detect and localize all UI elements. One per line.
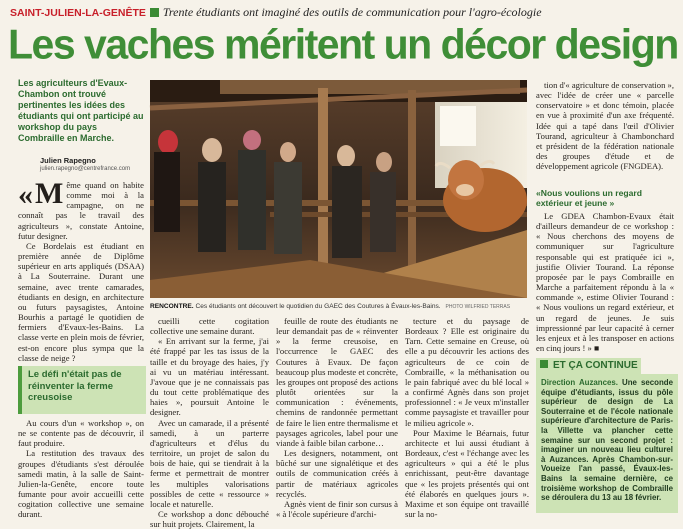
aside-tab: [536, 358, 641, 374]
article-column-2: [150, 316, 269, 529]
article-paragraph: Les designers, notamment, ont bûché sur une signalétique et des outils de communication créés à partir de matériaux agricoles recyclés.: [276, 448, 398, 499]
article-paragraph: « M ême quand on habite comme moi à la campagne, on ne connaît pas le travail des agriculteurs », constate Antoine, futur designer.: [18, 177, 144, 241]
aside-title: ET ÇA CONTINUE: [553, 360, 638, 371]
article-column-4: [405, 316, 529, 519]
aside-body: Une seconde équipe d'étudiants, issus du pôle supérieur de design de La Souterraine et de l'école nationale supérieure d'architecture de Paris-la Villette va plancher cette semaine sur un second projet : imaginer un nouveau lieu culturel à Auzances. Après Chambon-sur-Voueize l'an passé, Évaux-les-Bains la semaine dernière, ce troisième workshop de Combraille se déroulera du 13 au 18 février.: [541, 378, 673, 503]
author-name: Julien Rapegno: [40, 156, 96, 165]
article-paragraph: Ce workshop a donc débouché sur huit projets. Clairement, la: [150, 508, 269, 529]
article-subhead: « Nous voulions un regard extérieur et jeune »: [536, 188, 676, 210]
article-paragraph: Pour Maxime le Béarnais, futur architecte et lui aussi étudiant à Bordeaux, c'est « l'échange avec les agriculteurs » qui a été le plus enrichissant, peut-être davantage que « les projets présentés qui ont été élaborés en quelques jours ». Maxime et son équipe ont travaillé sur la no-: [405, 427, 529, 519]
article-lead: Les agriculteurs d'Evaux-Chambon ont trouvé pertinentes les idées des étudiants qui ont participé au workshop du pays Combraille en Marche.: [18, 78, 144, 143]
aside-box: [536, 374, 678, 513]
kicker-place: SAINT-JULIEN-LA-GENÊTE: [10, 7, 146, 19]
article-paragraph: tecture et du paysage de Bordeaux ? Elle est originaire du Tarn. Cette semaine en Creuse, où elle a pu découvrir les actions des agriculteurs de ce coin de Combraille, « la méthanisation ou le pain fabriqué avec du blé local » a confirmé Agnès dans son projet professionnel : « Je veux m'installer comme paysagiste et travailler pour le milieu agricole ».: [405, 316, 529, 428]
article-column-1b: [18, 418, 144, 520]
kicker-square-icon: [150, 8, 159, 17]
article-column-5: [536, 80, 674, 190]
article-paragraph: Au cours d'un « workshop », on ne se contente pas de découvrir, il faut produire.: [18, 418, 144, 449]
article-headline: Les vaches méritent un décor design: [8, 20, 678, 68]
article-paragraph: tion d'« agriculture de conservation », avec l'idée de créer une « parcelle conservatoire » et donc témoin, placée en vue à proximité d'un axe fréquenté. Idée qui a tapé dans l'œil d'Olivier Tourand, agriculteur à Chambonchard et président de la fédération nationale des groupes d'étude et de développement agricole (FNGDEA).: [536, 80, 674, 172]
caption-text: Ces étudiants ont découvert le quotidien du GAEC des Coutures à Évaux-les-Bains.: [195, 303, 441, 310]
article-paragraph: La restitution des travaux des groupes d'étudiants s'est déroulée samedi matin, à la salle de Saint-Julien-la-Genête, encore toute fumante pour avoir accueilli cette cogitation collective une semaine durant.: [18, 448, 144, 520]
article-column-5b: [536, 211, 674, 354]
article-paragraph: Ce Bordelais est étudiant en première année de Diplôme supérieur en arts appliqués (DSAA) à La Souterraine. Durant une semaine, avec trente camarades, étudiants en design, en architecture ou futurs paysagistes, Antoine Bourhis a partagé le quotidien de fermiers d'Evaux-les-Bains. La classe verte en plein mois de février, est-on encore plus sympa que la classe de neige ?: [18, 240, 144, 363]
article-column-1: [18, 177, 144, 363]
byline: [40, 156, 150, 178]
photo-caption: [150, 300, 527, 314]
quote-mark: «: [18, 178, 33, 211]
article-column-3: [276, 316, 398, 519]
article-paragraph: Avec un camarade, il a présenté samedi, à un parterre d'agriculteurs et d'élus du territoire, un projet de salon du bois de haie, qui se tiendrait à la ferme et permettrait de montrer les multiples valorisations possibles de cette « ressource » locale et naturelle.: [150, 417, 269, 509]
kicker-text: Trente étudiants ont imaginé des outils de communication pour l'agro-écologie: [162, 5, 542, 19]
aside-lead: Direction Auzances.: [541, 378, 618, 387]
article-paragraph: Agnès vient de finir son cursus à « à l'école supérieure d'archi-: [276, 498, 398, 519]
article-paragraph: cueilli cette cogitation collective une semaine durant.: [150, 316, 269, 337]
article-kicker: [10, 4, 678, 20]
photo-credit: PHOTO WILFRIED TERRAS: [445, 304, 511, 310]
article-photo: [150, 80, 527, 298]
intertitle-box: Le défi n'était pas de réinventer la ferme creusoise: [18, 366, 146, 414]
author-email[interactable]: julien.rapegno@centrefrance.com: [40, 166, 131, 172]
drop-cap: M: [35, 177, 64, 210]
article-paragraph: « En arrivant sur la ferme, j'ai été frappé par les tas issus de la taille et du broyage des haies, j'y ai vu un matériau intéressant. J'avoue que je ne connaissais pas du tout cette problématique des haies », poursuit Antoine le designer.: [150, 336, 269, 418]
caption-label: RENCONTRE.: [150, 303, 194, 310]
article-paragraph: Le GDEA Chambon-Evaux était d'ailleurs demandeur de ce workshop : « Nous cherchons des moyens de communiquer sur l'agriculture responsable qui est pratiquée ici », justifie Olivier Tourand. La réponse proposée par le pays Combraille en Marche a parfaitement répondu à la « commande », estime Olivier Tourand : « Nous voulions un regard extérieur, et un regard de jeunes. Je suis impressionné par leur capacité à cerner les enjeux et à les transposer en actions en cinq jours ! » ■: [536, 211, 674, 354]
aside-square-icon: [540, 360, 548, 368]
article-paragraph: feuille de route des étudiants ne leur demandait pas de « réinventer » la ferme creusoise, en l'occurrence le GAEC des Coutures à Evaux. De façon beaucoup plus modeste et concrète, les groupes ont proposé des actions plutôt orientées sur la communication : événements, chemins de randonnée permettant de faire le lien entre thermalisme et paysages agricoles, label pour une viande à faible bilan carbone…: [276, 316, 398, 448]
